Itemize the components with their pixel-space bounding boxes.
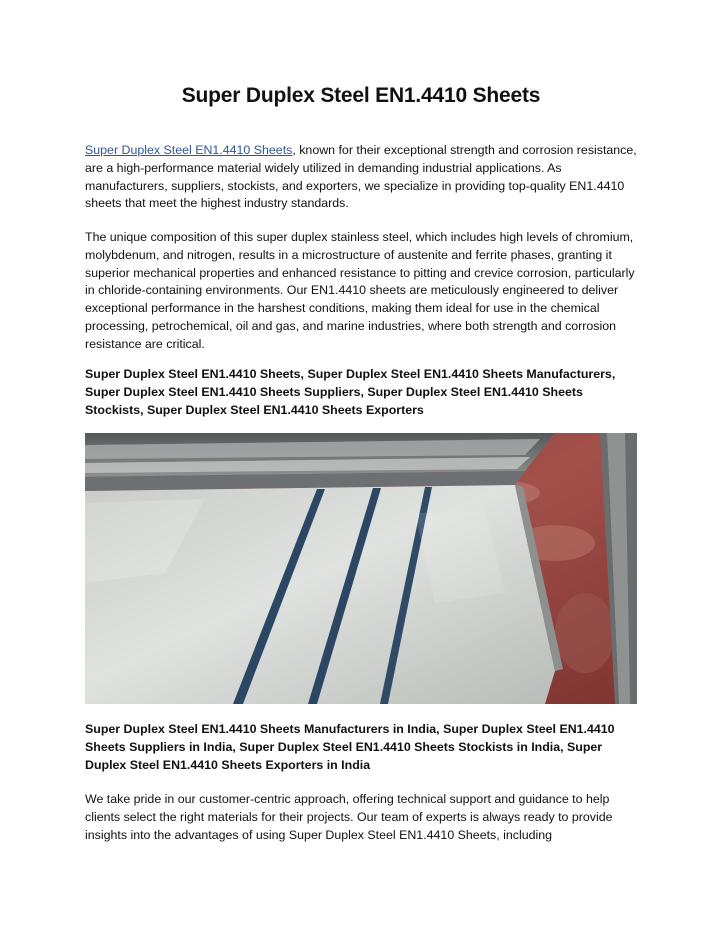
steel-sheets-photo xyxy=(85,433,637,704)
product-link[interactable]: Super Duplex Steel EN1.4410 Sheets xyxy=(85,143,293,157)
keywords-paragraph-1: Super Duplex Steel EN1.4410 Sheets, Super Duplex Steel EN1.4410 Sheets Manufacturers, Super Duplex Steel EN1.4410 Sheets Suppliers, Super Duplex Steel EN1.4410 Sheets Stockists, Super Duplex Steel EN1.4410 Sheets Exporters xyxy=(85,367,616,417)
keywords-paragraph-2: Super Duplex Steel EN1.4410 Sheets Manufacturers in India, Super Duplex Steel EN1.4410 Sheets Suppliers in India, Super Duplex Steel EN1.4410 Sheets Stockists in India, Super Duplex Steel EN1.4410 Sheets Exporters in India xyxy=(85,722,615,772)
composition-paragraph: The unique composition of this super duplex stainless steel, which includes high levels of chromium, molybdenum, and nitrogen, results in a microstructure of austenite and ferrite phases, granting it superior mechanical properties and enhanced resistance to pitting and crevice corrosion, particularly in chloride-containing environments. Our EN1.4410 sheets are meticulously engineered to deliver exceptional performance in the harshest conditions, making them ideal for use in the chemical processing, petrochemical, oil and gas, and marine industries, where both strength and corrosion resistance are critical. xyxy=(85,230,635,351)
page-title: Super Duplex Steel EN1.4410 Sheets xyxy=(181,84,541,107)
closing-paragraph: We take pride in our customer-centric approach, offering technical support and guidance to help clients select the right materials for their projects. Our team of experts is always ready to provide insights into the advantages of using Super Duplex Steel EN1.4410 Sheets, including xyxy=(85,792,613,842)
intro-paragraph xyxy=(85,142,637,213)
intro-text: , known for their exceptional strength and corrosion resistance, are a high-performance material widely utilized in demanding industrial applications. As manufacturers, suppliers, stockists, and exporters, we specialize in providing top-quality EN1.4410 sheets that meet the highest industry standards. xyxy=(85,143,637,211)
